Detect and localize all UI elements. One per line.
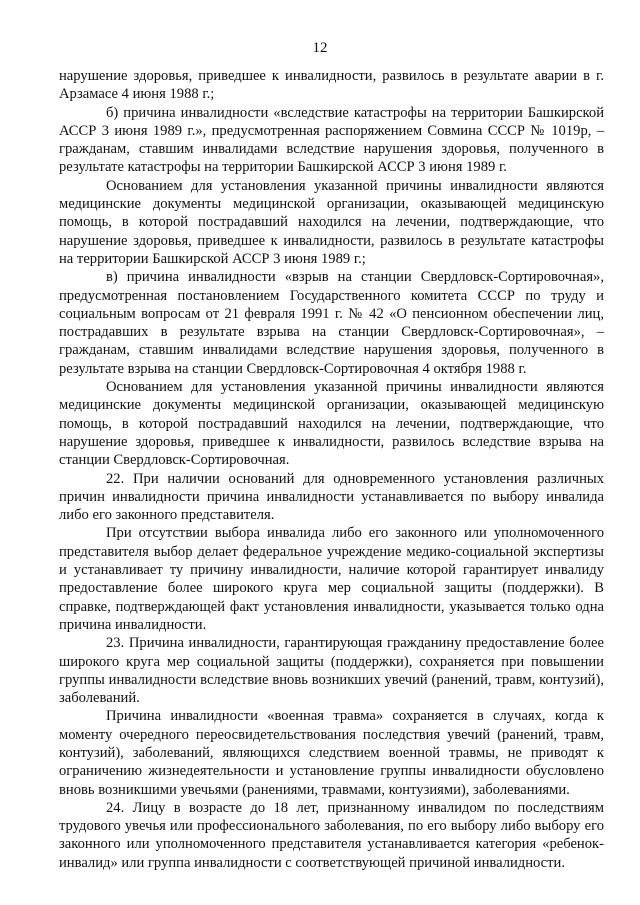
paragraph-basis-sverdlovsk: Основанием для установления указанной причины инвалидности являются медицинские документы медицинской организации, оказывающей медицинскую помощь, в которой пострадавший находился на лечении, подтверждающие, что нарушение здоровья, приведшее к инвалидности, развилось вследствие взрыва на станции Свердловск-Сортировочная. bbox=[59, 379, 604, 469]
document-body bbox=[59, 67, 604, 872]
paragraph-clause-24: 24. Лицу в возрасте до 18 лет, признанному инвалидом по последствиям трудового увечья или профессионального заболевания, по его выбору либо выбору его законного или уполномоченного представителя устанавливается категория «ребенок-инвалид» или группа инвалидности с соответствующей причиной инвалидности. bbox=[59, 799, 604, 871]
page-number: 12 bbox=[312, 40, 328, 56]
paragraph-clause-22: 22. При наличии оснований для одновременного установления различных причин инвалидности причина инвалидности устанавливается по выбору инвалида либо его законного представителя. bbox=[59, 470, 604, 524]
paragraph-clause-23: 23. Причина инвалидности, гарантирующая гражданину предоставление более широкого круга мер социальной защиты (поддержки), сохраняется при повышении группы инвалидности вследствие вновь возникших увечий (ранений, травм, контузий), заболеваний. bbox=[59, 635, 604, 707]
paragraph-item-b: б) причина инвалидности «вследствие катастрофы на территории Башкирской АССР 3 июня 1989 г.», предусмотренная распоряжением Совмина СССР № 1019р, – гражданам, ставшим инвалидами вследствие нарушения здоровья, полученного в результате катастрофы на территории Башкирской АССР 3 июня 1989 г. bbox=[59, 104, 604, 176]
paragraph-continuation: нарушение здоровья, приведшее к инвалидности, развилось в результате аварии в г. Арзамасе 4 июня 1988 г.; bbox=[59, 68, 604, 103]
paragraph-basis-bashkir: Основанием для установления указанной причины инвалидности являются медицинские документы медицинской организации, оказывающей медицинскую помощь, в которой пострадавший находился на лечении, подтверждающие, что нарушение здоровья, приведшее к инвалидности, развилось в результате катастрофы на территории Башкирской АССР 3 июня 1989 г.; bbox=[59, 177, 604, 267]
paragraph-no-choice: При отсутствии выбора инвалида либо его законного или уполномоченного представителя выбор делает федеральное учреждение медико-социальной экспертизы и устанавливает ту причину инвалидности, наличие которой гарантирует инвалиду предоставление более широкого круга мер социальной защиты (поддержки). В справке, подтверждающей факт установления инвалидности, указывается только одна причина инвалидности. bbox=[59, 525, 604, 633]
paragraph-military-trauma: Причина инвалидности «военная травма» сохраняется в случаях, когда к моменту очередного переосвидетельствования последствия увечий (ранений, травм, контузий), заболеваний, являющихся следствием военной травмы, не приводят к ограничению жизнедеятельности и установление группы инвалидности обусловлено вновь возникшими увечьями (ранениями, травмами, контузиями), заболеваниями. bbox=[59, 708, 604, 798]
paragraph-item-v: в) причина инвалидности «взрыв на станции Свердловск-Сортировочная», предусмотренная постановлением Государственного комитета СССР по труду и социальным вопросам от 21 февраля 1991 г. № 42 «О пенсионном обеспечении лиц, пострадавших в результате взрыва на станции Свердловск-Сортировочная», – гражданам, ставшим инвалидами вследствие нарушения здоровья, полученного в результате взрыва на станции Свердловск-Сортировочная 4 октября 1988 г. bbox=[59, 269, 604, 377]
